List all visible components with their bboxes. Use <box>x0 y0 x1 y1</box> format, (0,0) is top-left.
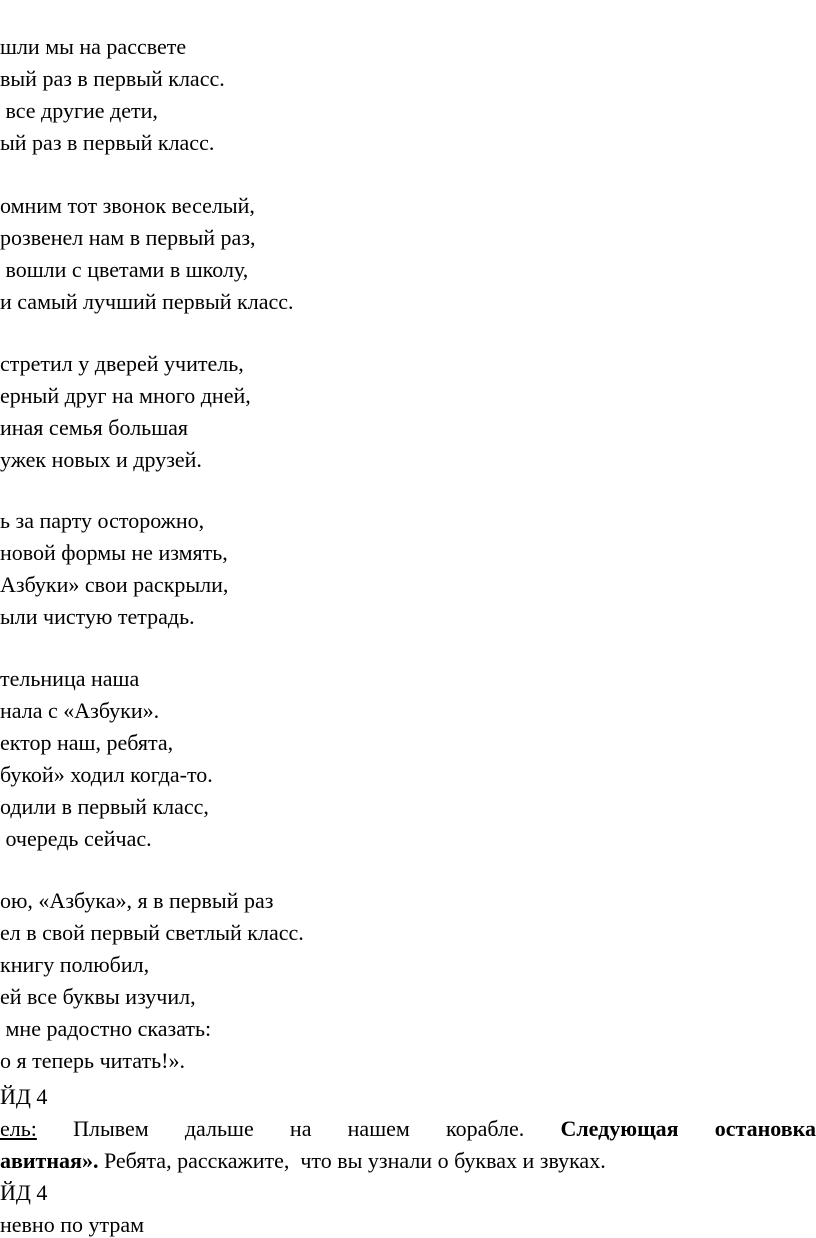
poem-line: тельница наша <box>0 666 140 691</box>
poem-line: книгу полюбил, <box>0 952 150 977</box>
poem-line: и самый лучший первый класс. <box>0 289 294 314</box>
poem-line: шли мы на рассвете <box>0 34 187 59</box>
word: Плывем <box>73 1116 149 1141</box>
teacher-line-2 <box>0 1148 606 1174</box>
teacher-line-1 <box>0 1116 816 1142</box>
teacher-label: ель: <box>0 1116 37 1141</box>
poem-line: ужек новых и друзей. <box>0 447 202 472</box>
poem-line: омним тот звонок веселый, <box>0 193 255 218</box>
word: на <box>289 1116 312 1141</box>
word-bold: Следующая <box>560 1116 679 1141</box>
poem-line: розвенел нам в первый раз, <box>0 225 256 250</box>
slide-label: ЙД 4 <box>0 1084 48 1109</box>
poem-line: очередь сейчас. <box>0 826 152 851</box>
station-name: авитная». <box>0 1148 99 1173</box>
poem-line: ерный друг на много дней, <box>0 383 251 408</box>
word: дальше <box>184 1116 254 1141</box>
poem-line: ей все буквы изучил, <box>0 984 196 1009</box>
poem-line: ою, «Азбука», я в первый раз <box>0 888 274 913</box>
word-bold: остановка <box>714 1116 816 1141</box>
poem-line: ел в свой первый светлый класс. <box>0 920 304 945</box>
poem-line: вый раз в первый класс. <box>0 66 225 91</box>
word: корабле. <box>446 1116 525 1141</box>
poem-line: ый раз в первый класс. <box>0 130 215 155</box>
poem-line: ь за парту осторожно, <box>0 508 205 533</box>
slide-label: ЙД 4 <box>0 1180 48 1205</box>
poem-line: Азбуки» свои раскрыли, <box>0 572 229 597</box>
poem-line: все другие дети, <box>0 98 158 123</box>
poem-line: новой формы не измять, <box>0 540 228 565</box>
teacher-text: Ребята, расскажите, что вы узнали о буквах и звуках. <box>98 1148 606 1173</box>
poem-line: одили в первый класс, <box>0 794 209 819</box>
poem-line: стретил у дверей учитель, <box>0 351 244 376</box>
word: нашем <box>347 1116 410 1141</box>
poem-line: мне радостно сказать: <box>0 1016 212 1041</box>
poem-line: ектор наш, ребята, <box>0 730 174 755</box>
poem-line: невно по утрам <box>0 1212 145 1237</box>
poem-line: вошли с цветами в школу, <box>0 257 249 282</box>
poem-line: ыли чистую тетрадь. <box>0 604 195 629</box>
poem-line: нала с «Азбуки». <box>0 698 160 723</box>
poem-line: о я теперь читать!». <box>0 1048 185 1073</box>
poem-line: букой» ходил когда-то. <box>0 762 213 787</box>
poem-line: иная семья большая <box>0 415 189 440</box>
